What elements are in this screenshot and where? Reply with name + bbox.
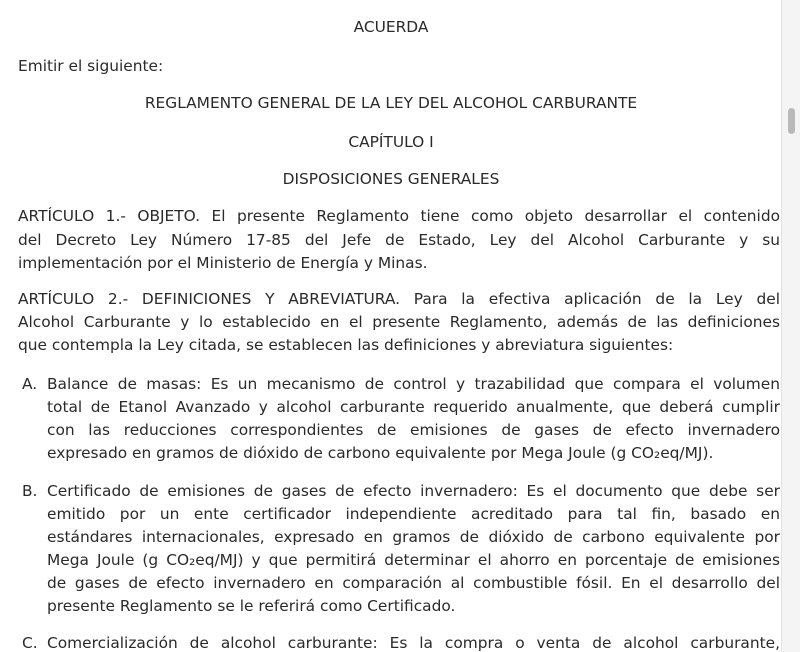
def-a-line-3 bbox=[47, 421, 780, 439]
art2-text-2: Alcohol Carburante y lo establecido en el presente Reglamento, además de las definiciones bbox=[18, 313, 780, 331]
def-b-text-5: de gases de efecto invernadero en comparación al combustible fósil. En el desarrollo del bbox=[47, 574, 780, 592]
def-b-line-1 bbox=[47, 482, 780, 500]
art2-text-3: que contempla la Ley citada, se establecen las definiciones y abreviatura siguientes: bbox=[18, 336, 674, 354]
scrollbar-thumb[interactable] bbox=[788, 108, 795, 134]
def-b-text-2: emitido por un ente certificador independiente acreditado para tal fin, basado en bbox=[47, 505, 780, 523]
def-a-line-2 bbox=[47, 398, 780, 416]
art1-line-2 bbox=[18, 231, 780, 249]
reglamento-title: REGLAMENTO GENERAL DE LA LEY DEL ALCOHOL CARBURANTE bbox=[144, 94, 638, 112]
def-b-line-3 bbox=[47, 528, 780, 546]
art2-line-2 bbox=[18, 313, 780, 331]
art2-heading: ARTÍCULO 2.- DEFINICIONES Y ABREVIATURA. bbox=[18, 290, 401, 308]
disposiciones-heading: DISPOSICIONES GENERALES bbox=[282, 170, 500, 188]
def-c-term: Comercialización de alcohol carburante: bbox=[47, 634, 378, 652]
def-a-text-2: total de Etanol Avanzado y alcohol carburante requerido anualmente, que deberá cumplir bbox=[47, 398, 780, 416]
art1-line-1 bbox=[18, 207, 780, 225]
def-b-line-2 bbox=[47, 505, 780, 523]
def-a-term: Balance de masas: bbox=[47, 375, 202, 393]
def-c-line-1 bbox=[47, 634, 780, 652]
def-a-text-1: Es un mecanismo de control y trazabilidad que compara el volumen bbox=[201, 375, 780, 393]
capitulo-heading: CAPÍTULO I bbox=[348, 133, 434, 151]
def-b-line-5 bbox=[47, 574, 780, 592]
def-a-text-4: expresado en gramos de dióxido de carbono equivalente por Mega Joule (g CO₂eq/MJ). bbox=[47, 444, 714, 462]
art1-text-2: del Decreto Ley Número 17-85 del Jefe de Estado, Ley del Alcohol Carburante y su bbox=[18, 231, 780, 249]
def-a-text-3: con las reducciones correspondientes de emisiones de gases de efecto invernadero bbox=[47, 421, 780, 439]
def-c-letter: C. bbox=[22, 634, 38, 652]
def-c-text-1: Es la compra o venta de alcohol carburante, bbox=[377, 634, 780, 652]
def-b-term: Certificado de emisiones de gases de efecto invernadero: bbox=[47, 482, 518, 500]
def-b-text-3: estándares internacionales, expresado en gramos de dióxido de carbono equivalente por bbox=[47, 528, 780, 546]
art2-line-1 bbox=[18, 290, 780, 308]
emitir-line: Emitir el siguiente: bbox=[18, 57, 164, 75]
def-b-letter: B. bbox=[22, 482, 38, 500]
def-a-line-1 bbox=[47, 375, 780, 393]
art2-text-1: Para la efectiva aplicación de la Ley del bbox=[400, 290, 780, 308]
def-b-text-1: Es el documento que debe ser bbox=[517, 482, 780, 500]
def-a-letter: A. bbox=[22, 375, 38, 393]
def-b-text-4: Mega Joule (g CO₂eq/MJ) y que permitirá determinar el ahorro en porcentaje de emisiones bbox=[47, 551, 780, 569]
vertical-scrollbar[interactable] bbox=[781, 0, 800, 652]
def-b-line-4 bbox=[47, 551, 780, 569]
art1-text-3: implementación por el Ministerio de Energía y Minas. bbox=[18, 254, 428, 272]
art1-text-1: El presente Reglamento tiene como objeto desarrollar el contenido bbox=[200, 207, 780, 225]
art1-heading: ARTÍCULO 1.- OBJETO. bbox=[18, 207, 201, 225]
acuerda-heading: ACUERDA bbox=[353, 18, 429, 36]
def-b-text-6: presente Reglamento se le referirá como Certificado. bbox=[47, 597, 456, 615]
